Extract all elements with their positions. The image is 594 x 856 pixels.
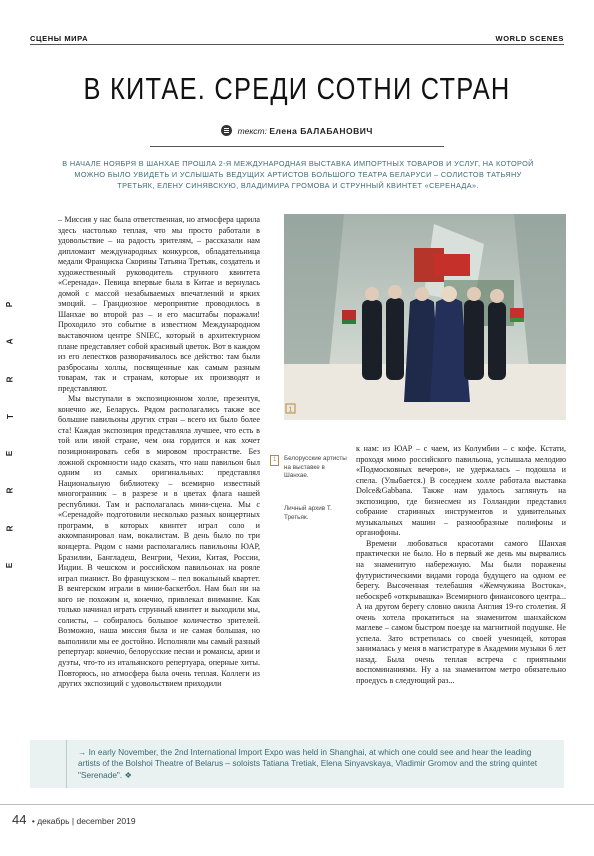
side-letter: R — [5, 525, 15, 532]
english-summary — [78, 747, 540, 781]
body-paragraph: – Миссия у нас была ответственная, но атмосфера царила здесь настолько теплая, что мы просто работали в удовольствие – на радость зрителям, – рассказали нам дипломант международных конкурсов, обладательница медали Франциска Скорины Татьяна Третьяк, создатель и художественный руководитель струнного квинтета «Серенада». Певица впервые была в Китае и вернулась домой с массой незабываемых впечатлений и ярких эмоций. – Грандиозное мероприятие проводилось в Шанхае во второй раз – и его масштабы поражали! Проходило это событие в известном Международном выставочном центре SNIEC, который в архитектурном плане представляет собой красивый цветок. Вот в каждом из его лепестков разворачивалось все действо: там были разбросаны холлы, посвященные как самым разным товарам, так и странам, которые их производят и представляют. — [58, 215, 260, 393]
side-letter: P — [5, 301, 15, 308]
body-paragraph: Времени любоваться красотами самого Шанхая практически не было. Но в первый же день мы вырвались на знаменитую набережную. Мы были поражены футуристическими видами города будущего на одном ее берегу. Высоченная телебашня «Жемчужина Востока», небоскреб «открывашка» Всемирного финансового центра... А на другом берегу словно ожила Англия 19-го столетия. Я очень хотела прокатиться на знаменитом шанхайском маглеве – самом быстром поезде на магнитной подушке. Не успела. Зато встретилась со своей ученицей, которая занималась у меня в магистратуре в Академии музыки 6 лет назад. Была очень теплая встреча с приятными воспоминаниями. Ну а на знаменитом метро обязательно проедусь в следующий раз... — [356, 538, 566, 686]
concert-photo — [284, 214, 566, 420]
arrow-right-icon: → — [78, 747, 87, 757]
body-column-1 — [58, 215, 260, 735]
section-title-ru: СЦЕНЫ МИРА — [30, 34, 89, 43]
photo-caption — [270, 455, 348, 535]
issue-date: декабрь | december 2019 — [37, 816, 136, 826]
footer-bullet: • — [31, 816, 35, 826]
summary-divider — [66, 740, 67, 788]
body-paragraph: к нам: из ЮАР – с чаем, из Колумбии – с кофе. Кстати, проходя мимо российского павильона, услышала мелодию «Подмосковных вечеров», не удержалась – подошла и спела. (Улыбается.) В соседнем холле работала выставка Dolce&Gabbana. Также нам удалось заглянуть на экспозицию, где бизнесмен из Голландии представил собрание старинных инструментов и удивительных музыкальных машин – разнообразные полифоны и органофоны. — [356, 444, 566, 538]
caption-text: Белорусские артисты на выставке в Шанхае. — [284, 455, 347, 480]
side-letter: E — [5, 562, 15, 569]
page-footer — [12, 812, 136, 827]
side-letter: E — [5, 450, 15, 457]
byline-label: текст: — [237, 126, 267, 136]
footer-rule — [0, 804, 594, 805]
page-number: 44 — [12, 812, 27, 827]
byline — [30, 125, 564, 136]
section-side-label — [3, 300, 17, 570]
side-letter: A — [5, 338, 15, 345]
photo-number-tag: 1 — [288, 406, 293, 414]
caption-credit: Личный архив Т. Третьяк. — [284, 505, 332, 521]
article-lead: В НАЧАЛЕ НОЯБРЯ В ШАНХАЕ ПРОШЛА 2-Я МЕЖДУНАРОДНАЯ ВЫСТАВКА ИМПОРТНЫХ ТОВАРОВ И УСЛУГ, НА КОТОРОЙ МОЖНО БЫЛО УВИДЕТЬ И УСЛЫШАТЬ ВЕДУЩИХ АРТИСТОВ БОЛЬШОГО ТЕАТРА БЕЛАРУСИ – СОЛИСТОВ ТАТЬЯНУ ТРЕТЬЯК, ЕЛЕНУ СИНЯВСКУЮ, ВЛАДИМИРА ГРОМОВА И СТРУННЫЙ КВИНТЕТ «СЕРЕНАДА». — [62, 159, 534, 191]
summary-text: In early November, the 2nd International Import Expo was held in Shanghai, at which one could see and hear the leading artists of the Bolshoi Theatre of Belarus – soloists Tatiana Tretiak, Elena Sinyavskaya, Vladimir Gromov and the string quintet "Serenade". ❖ — [78, 747, 538, 780]
byline-author: Елена БАЛАБАНОВИЧ — [269, 126, 373, 136]
header-rule — [30, 44, 564, 45]
side-letter: T — [5, 413, 15, 419]
article-title: В КИТАЕ. СРЕДИ СОТНИ СТРАН — [83, 71, 511, 106]
author-icon — [221, 125, 232, 136]
section-title-en: WORLD SCENES — [495, 34, 564, 43]
body-column-2 — [356, 444, 566, 736]
body-paragraph: Мы выступали в экспозиционном холле, презентуя, конечно же, Беларусь. Рядом располагались также все большие павильоны других стран – всего их было более ста! Каждая экспозиция представляла лучшее, что есть в той или иной стране, чем она гордится и как хочет позиционировать себя в мировом пространстве. Без ложной скромности надо сказать, что наш павильон был одним из самых оригинальных: представлял Национальную библиотеку – всемирно известный многогранник – в разрезе и в цветах флага нашей республики. Там и располагалась мини-сцена. Мы с «Серенадой» подготовили несколько разных концертных программ, в которых квинтет играл соло и аккомпанировал нам, вокалистам. В день было по три концерта. Рядом с нами располагались павильоны ЮАР, Бразилии, Бангладеш, Венгрии, Чехии, Китая, России, Индии. В чешском и российском павильонах на рояле играл пианист. Во французском – пел вокальный квартет. В венгерском играли в мини-баскетбол. Нам был ни на кого не похожим и, конечно, привлекал внимание. Как только начинал играть струнный квинтет и выходили мы, солисты, – собиралось большое количество зрителей. Возможно, наша миссия была и не самая большая, но выполнили мы ее достойно. Исполняли мы самый разный репертуар: конечно, белорусские песни и романсы, арии и дуэты, что-то из итальянского репертуара, оперные хиты. Повторюсь, но атмосфера была очень теплая. Коллеги из других экспозиций с удовольствием приходили — [58, 394, 260, 689]
byline-rule — [150, 146, 444, 147]
caption-number: 1 — [270, 455, 279, 466]
side-letter: R — [5, 376, 15, 382]
english-summary-box — [30, 740, 564, 788]
side-letter: R — [5, 488, 15, 494]
